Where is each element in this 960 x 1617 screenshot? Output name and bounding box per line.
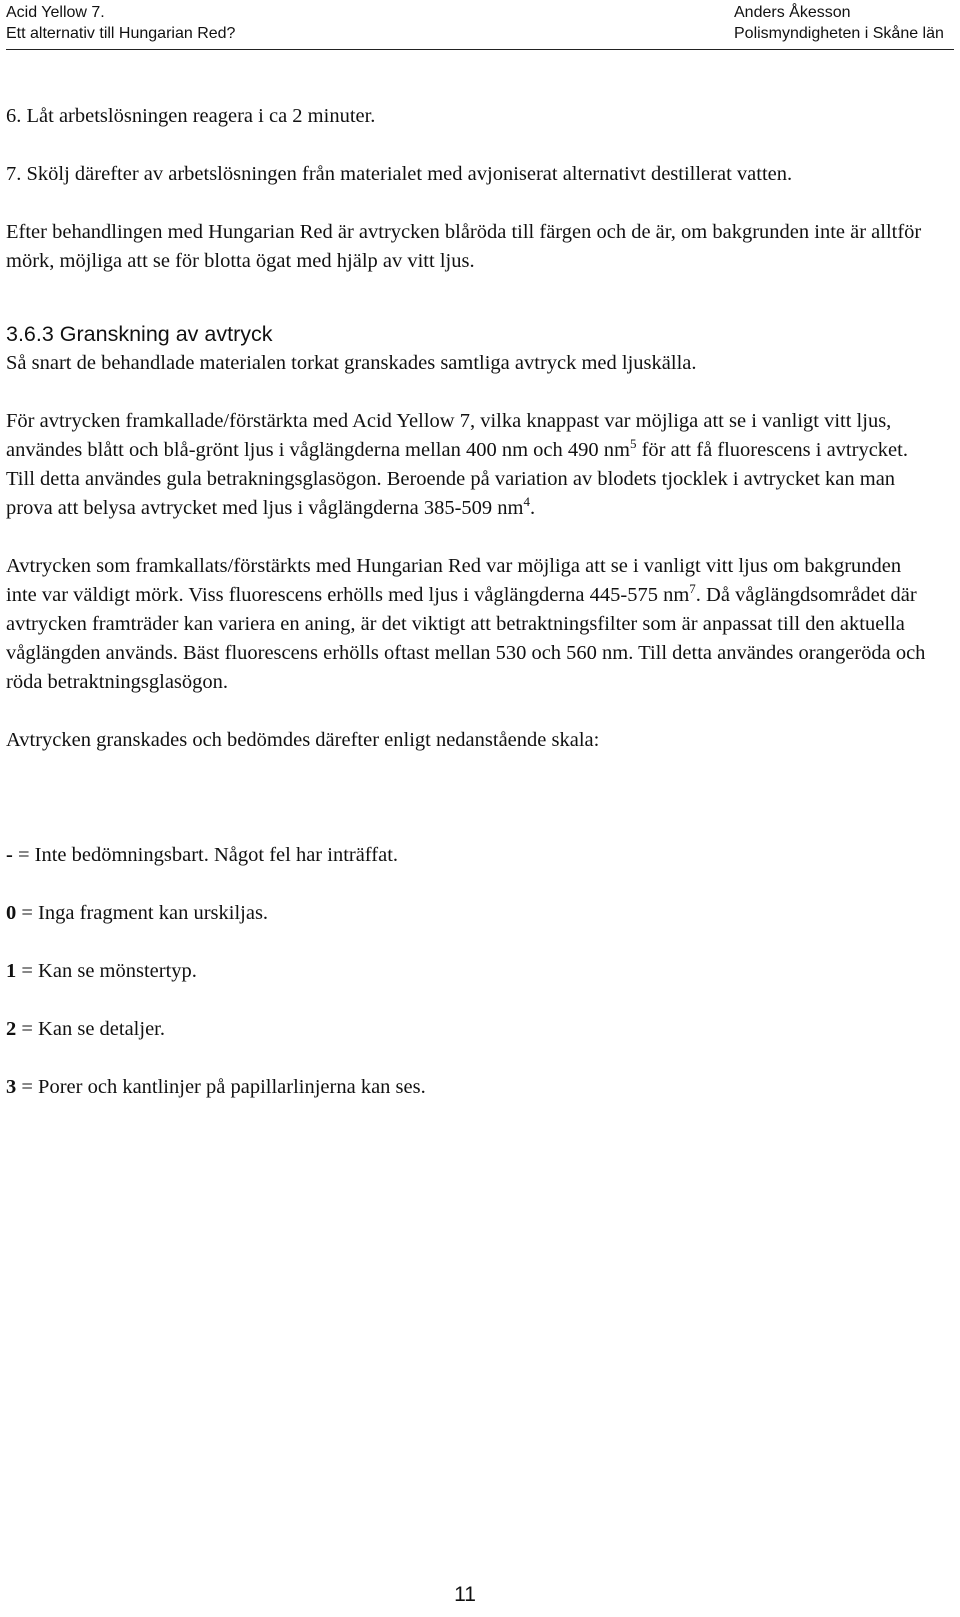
scale-key: 2 [6, 1018, 17, 1040]
text-run: Avtrycken som framkallats/förstärkts med Hungarian Red var möjliga att se i vanligt vitt ljus om bakgrunden inte var väldigt mörk. Viss fluorescens erhölls med ljus i våglängderna 445-575 nm [6, 555, 902, 606]
text-run: för att få fluorescens i avtrycket. Till detta användes gula betrakningsglasögon. Beroende på variation av blodets tjocklek i avtrycket kan man prova att belysa avtrycket med ljus i våglängderna 385-509 nm [6, 439, 908, 519]
grading-scale [6, 841, 926, 1102]
text-run: . Då våglängdsområdet där avtrycken framträder kan variera en aning, är det viktigt att betraktningsfilter som är anpassat till den aktuella våglängden används. Bäst fluorescens erhölls oftast mellan 530 och 560 nm. Till detta användes orangeröda och röda betraktningsglasögon. [6, 584, 926, 693]
scale-item [6, 841, 926, 870]
scale-key: 3 [6, 1076, 17, 1098]
scale-item [6, 1015, 926, 1044]
page-number: 11 [454, 1583, 476, 1606]
page-header [6, 0, 954, 50]
document-subtitle: Ett alternativ till Hungarian Red? [6, 25, 236, 42]
reference-number: 5 [629, 436, 637, 451]
reference-number: 7 [689, 581, 696, 596]
scale-item [6, 957, 926, 986]
scale-text: = Inga fragment kan urskiljas. [16, 902, 269, 924]
paragraph-after-treatment: Efter behandlingen med Hungarian Red är avtrycken blåröda till färgen och de är, om bakgrunden inte är alltför mörk, möjliga att se för blotta ögat med hjälp av vitt ljus. [6, 221, 922, 272]
scale-text: = Inte bedömningsbart. Något fel har inträffat. [12, 844, 399, 866]
paragraph-scale-intro: Avtrycken granskades och bedömdes därefter enligt nedanstående skala: [6, 729, 600, 751]
scale-text: = Porer och kantlinjer på papillarlinjerna kan ses. [16, 1076, 426, 1098]
author-name: Anders Åkesson [734, 4, 851, 21]
scale-key: - [6, 844, 13, 866]
scale-text: = Kan se mönstertyp. [16, 960, 197, 982]
step-6: 6. Låt arbetslösningen reagera i ca 2 minuter. [6, 105, 376, 127]
scale-item [6, 899, 926, 928]
section-intro: Så snart de behandlade materialen torkat granskades samtliga avtryck med ljuskälla. [6, 352, 697, 374]
section-heading: 3.6.3 Granskning av avtryck [6, 322, 273, 346]
scale-item [6, 1073, 926, 1102]
scale-key: 0 [6, 902, 17, 924]
scale-text: = Kan se detaljer. [16, 1018, 165, 1040]
document-title: Acid Yellow 7. [6, 4, 105, 21]
reference-number: 4 [523, 494, 530, 509]
paragraph-hungarian-red [6, 552, 926, 697]
author-organization: Polismyndigheten i Skåne län [734, 25, 944, 42]
header-left [6, 2, 235, 44]
text-run: För avtrycken framkallade/förstärkta med Acid Yellow 7, vilka knappast var möjliga att se i vanligt vitt ljus, användes blått och blå-grönt ljus i våglängderna mellan 400 nm och 490 nm [6, 410, 892, 461]
text-run: . [529, 497, 536, 519]
step-7: 7. Skölj därefter av arbetslösningen från materialet med avjoniserat alternativt destillerat vatten. [6, 163, 793, 185]
paragraph-acid-yellow [6, 407, 926, 523]
scale-key: 1 [6, 960, 17, 982]
header-right [734, 2, 944, 44]
page-body [6, 102, 926, 1131]
